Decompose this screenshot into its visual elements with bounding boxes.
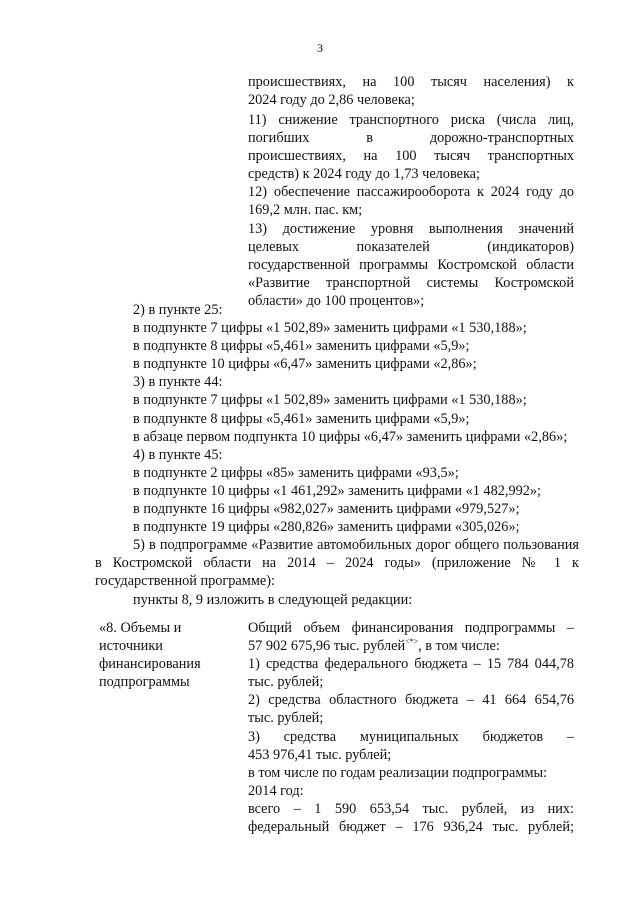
amendment-paragraph: 2) в пункте 25: (133, 302, 223, 318)
label-line: «8. Объемы и (99, 620, 182, 636)
indicator-item-12-line: 169,2 млн. пас. км; (248, 202, 363, 219)
text-line: происшествиях, на 100 тысяч населения) к (248, 74, 574, 90)
by-years-heading: в том числе по годам реализации подпрограммы: (248, 764, 548, 781)
indicator-item-13-line: области» до 100 процентов»; (248, 292, 425, 309)
amendment-paragraph: в подпункте 8 цифры «5,461» заменить цифрами «5,9»; (133, 410, 470, 427)
indicator-item-11-line: средств) к 2024 году до 1,73 человека; (248, 166, 481, 183)
year-heading: 2014 год: (248, 782, 304, 799)
regional-funding-unit: тыс. рублей; (248, 710, 324, 727)
indicator-continuation (248, 73, 574, 109)
indicator-item-12-line: 12) обеспечение пассажирооборота к 2024 году до (248, 184, 574, 201)
indicator-item-11-line: погибших в дорожно-транспортных (248, 130, 574, 147)
indicator-item-13-line: 13) достижение уровня выполнения значений (248, 220, 574, 237)
total-funding-line: Общий объем финансирования подпрограммы – (248, 620, 574, 636)
federal-funding-line: 1) средства федерального бюджета – 15 784 044,78 (248, 656, 574, 673)
amendment-paragraph: в подпункте 16 цифры «982,027» заменить цифрами «979,527»; (133, 501, 520, 518)
indicator-item-13-line: целевых показателей (индикаторов) (248, 238, 574, 255)
funding-table-content (248, 619, 574, 836)
municipal-funding-amount: 453 976,41 тыс. рублей; (248, 746, 392, 763)
amendment-paragraph: в подпункте 7 цифры «1 502,89» заменить цифрами «1 530,188»; (133, 320, 527, 337)
year-total-line: всего – 1 590 653,54 тыс. рублей, из них: (248, 800, 574, 817)
amendment-paragraph: в подпункте 10 цифры «1 461,292» заменить цифрами «1 482,992»; (133, 482, 542, 499)
amendment-paragraph: в подпункте 7 цифры «1 502,89» заменить цифрами «1 530,188»; (133, 392, 527, 409)
total-funding-amount-line (248, 637, 574, 655)
municipal-funding-line: 3) средства муниципальных бюджетов – (248, 728, 574, 745)
label-line: подпрограммы (99, 674, 190, 691)
amendment-paragraph: 4) в пункте 45: (133, 446, 223, 463)
funding-table-label (99, 619, 239, 691)
label-line: финансирования (99, 656, 201, 673)
total-funding-amount: 57 902 675,96 тыс. рублей (248, 638, 406, 655)
page-number: 3 (317, 41, 323, 55)
indicator-list (248, 111, 574, 310)
year-federal-line: федеральный бюджет – 176 936,24 тыс. рублей; (248, 819, 574, 836)
indicator-item-11-line: происшествиях, на 100 тысяч транспортных (248, 148, 574, 165)
indicator-item-11-line: 11) снижение транспортного риска (числа лиц, (248, 112, 574, 128)
label-line: источники (99, 638, 163, 655)
text-line: 2024 году до 2,86 человека; (248, 92, 415, 109)
amendment-paragraph: 3) в пункте 44: (133, 374, 223, 391)
total-funding-tail: , в том числе: (418, 638, 500, 655)
regional-funding-line: 2) средства областного бюджета – 41 664 654,76 (248, 692, 574, 709)
amendment-paragraph: в подпункте 8 цифры «5,461» заменить цифрами «5,9»; (133, 338, 470, 355)
indicator-item-13-line: государственной программы Костромской области (248, 256, 574, 273)
amendment-paragraph: в абзаце первом подпункта 10 цифры «6,47» заменить цифрами «2,86»; (133, 428, 568, 445)
amendment-paragraph: пункты 8, 9 изложить в следующей редакции: (133, 591, 413, 608)
amendments-body (95, 301, 579, 609)
indicator-item-13-line: «Развитие транспортной системы Костромской (248, 274, 574, 291)
amendment-paragraph: 5) в подпрограмме «Развитие автомобильных дорог общего пользования в Костромской области на 2014 – 2024 годы» (приложение № 1 к государственной программе): (95, 537, 579, 590)
amendment-paragraph: в подпункте 2 цифры «85» заменить цифрами «93,5»; (133, 464, 459, 481)
amendment-paragraph: в подпункте 19 цифры «280,826» заменить цифрами «305,026»; (133, 519, 520, 536)
amendment-paragraph: в подпункте 10 цифры «6,47» заменить цифрами «2,86»; (133, 356, 477, 373)
footnote-marker: <*> (405, 637, 419, 647)
federal-funding-unit: тыс. рублей; (248, 674, 324, 691)
